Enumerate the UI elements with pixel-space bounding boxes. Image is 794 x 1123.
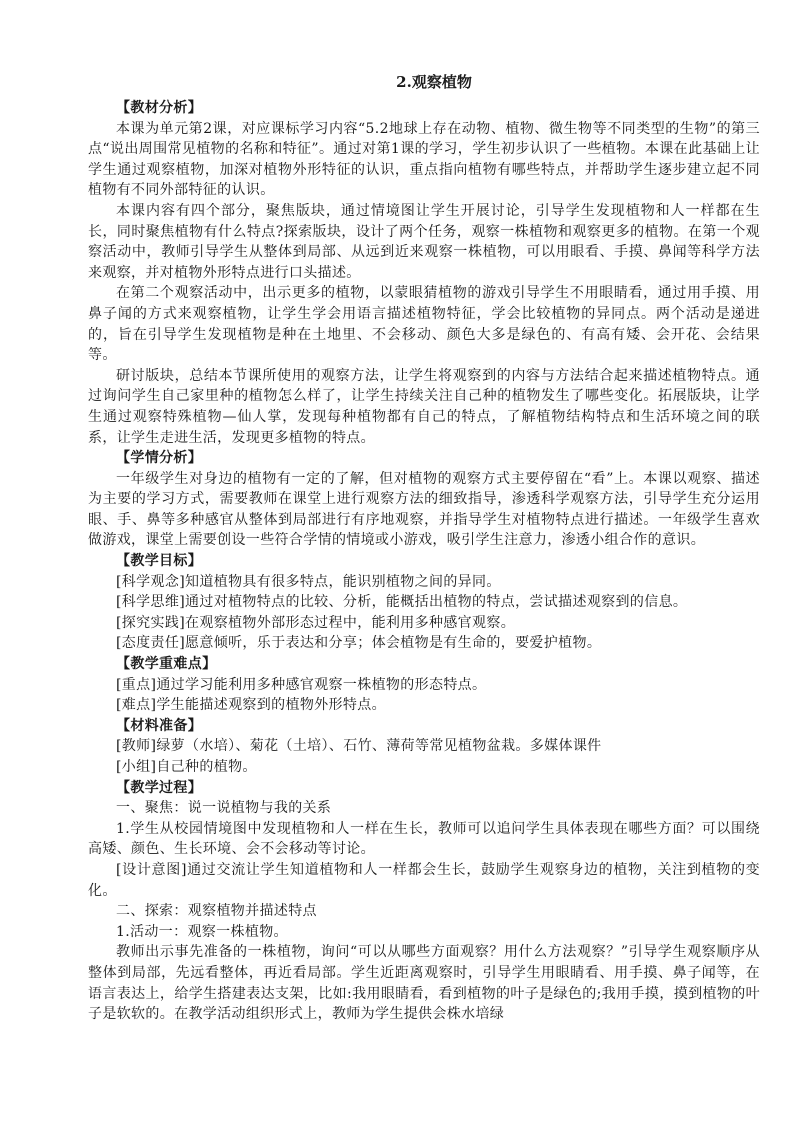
- paragraph: 研讨版块，总结本节课所使用的观察方法，让学生将观察到的内容与方法结合起来描述植物特点。通过询问学生自己家里种的植物怎么样了，让学生持续关注自己种的植物发生了哪些变化。拓展版块，让学生通过观察特殊植物—仙人掌，发现每种植物都有自己的特点，了解植物结构特点和生活环境之间的联系，让学生走进生活，发现更多植物的特点。: [88, 367, 760, 446]
- material-item: [教师]绿萝（水培）、菊花（土培）、石竹、薄荷等常见植物盆栽。多媒体课件: [116, 738, 602, 755]
- paragraph: 1.学生从校园情境图中发现植物和人一样在生长，教师可以追问学生具体表现在哪些方面？可以围绕高矮、颜色、生长环境、会不会移动等讨论。: [88, 820, 760, 858]
- document-page: [88, 68, 760, 1025]
- paragraph: 一年级学生对身边的植物有一定的了解，但对植物的观察方式主要停留在“看”上。本课以观察、描述为主要的学习方式，需要教师在课堂上进行观察方法的细致指导，渗透科学观察方法，引导学生充分运用眼、手、鼻等多种感官从整体到局部进行有序地观察，并指导学生对植物特点进行描述。一年级学生喜欢做游戏，课堂上需要创设一些符合学情的情境或小游戏，吸引学生注意力，渗透小组合作的意识。: [88, 470, 760, 549]
- objective-item: [科学思维]通过对植物特点的比较、分析，能概括出植物的特点，尝试描述观察到的信息。: [116, 594, 688, 611]
- process-step-heading: 一、聚焦：说一说植物与我的关系: [116, 800, 332, 817]
- section-heading-textbook-analysis: 【教材分析】: [116, 100, 203, 116]
- activity-heading: 1.活动一：观察一株植物。: [116, 923, 288, 940]
- material-item: [小组]自己种的植物。: [116, 759, 257, 775]
- key-point-item: [难点]学生能描述观察到的植物外形特点。: [116, 697, 386, 714]
- paragraph: 教师出示事先准备的一株植物，询问“可以从哪些方面观察？用什么方法观察？”引导学生观察顺序从整体到局部，先远看整体，再近看局部。学生近距离观察时，引导学生用眼睛看、用手摸、鼻子闻等，在语言表达上，给学生搭建表达支架，比如:我用眼睛看，看到植物的叶子是绿色的;我用手摸，摸到植物的叶子是软软的。在教学活动组织形式上，教师为学生提供会株水培绿: [88, 944, 760, 1023]
- objective-item: [科学观念]知道植物具有很多特点，能识别植物之间的异同。: [116, 573, 501, 590]
- section-heading-materials: 【材料准备】: [116, 717, 203, 734]
- key-point-item: [重点]通过学习能利用多种感官观察一株植物的形态特点。: [116, 676, 487, 693]
- process-step-heading: 二、探索：观察植物并描述特点: [116, 903, 317, 920]
- section-heading-key-points: 【教学重难点】: [116, 656, 217, 673]
- section-heading-learner-analysis: 【学情分析】: [116, 450, 203, 467]
- objective-item: [态度责任]愿意倾听，乐于表达和分享；体会植物是有生命的，要爱护植物。: [116, 635, 602, 652]
- section-heading-process: 【教学过程】: [116, 779, 203, 796]
- paragraph: 在第二个观察活动中，出示更多的植物，以蒙眼猜植物的游戏引导学生不用眼睛看，通过用手摸、用鼻子闻的方式来观察植物，让学生学会用语言描述植物特征，学会比较植物的异同点。两个活动是递进的，旨在引导学生发现植物是种在土地里、不会移动、颜色大多是绿色的、有高有矮、会开花、会结果等。: [88, 285, 760, 364]
- section-heading-objectives: 【教学目标】: [116, 553, 203, 570]
- paragraph: 本课内容有四个部分，聚焦版块，通过情境图让学生开展讨论，引导学生发现植物和人一样都在生长，同时聚焦植物有什么特点?探索版块，设计了两个任务，观察一株植物和观察更多的植物。在第一个观察活动中，教师引导学生从整体到局部、从远到近来观察一株植物，可以用眼看、手摸、鼻闻等科学方法来观察，并对植物外形特点进行口头描述。: [88, 202, 760, 281]
- objective-item: [探究实践]在观察植物外部形态过程中，能利用多种感官观察。: [116, 614, 516, 631]
- paragraph: 本课为单元第2课，对应课标学习内容“5.2地球上存在动物、植物、微生物等不同类型的生物”的第三点“说出周围常见植物的名称和特征”。通过对第1课的学习，学生初步认识了一些植物。本课在此基础上让学生通过观察植物，加深对植物外形特征的认识，重点指向植物有哪些特点，并帮助学生逐步建立起不同植物有不同外部特征的认识。: [88, 120, 760, 199]
- page-title: 2.观察植物: [396, 73, 472, 91]
- design-intent: [设计意图]通过交流让学生知道植物和人一样都会生长，鼓励学生观察身边的植物，关注到植物的变化。: [88, 861, 760, 899]
